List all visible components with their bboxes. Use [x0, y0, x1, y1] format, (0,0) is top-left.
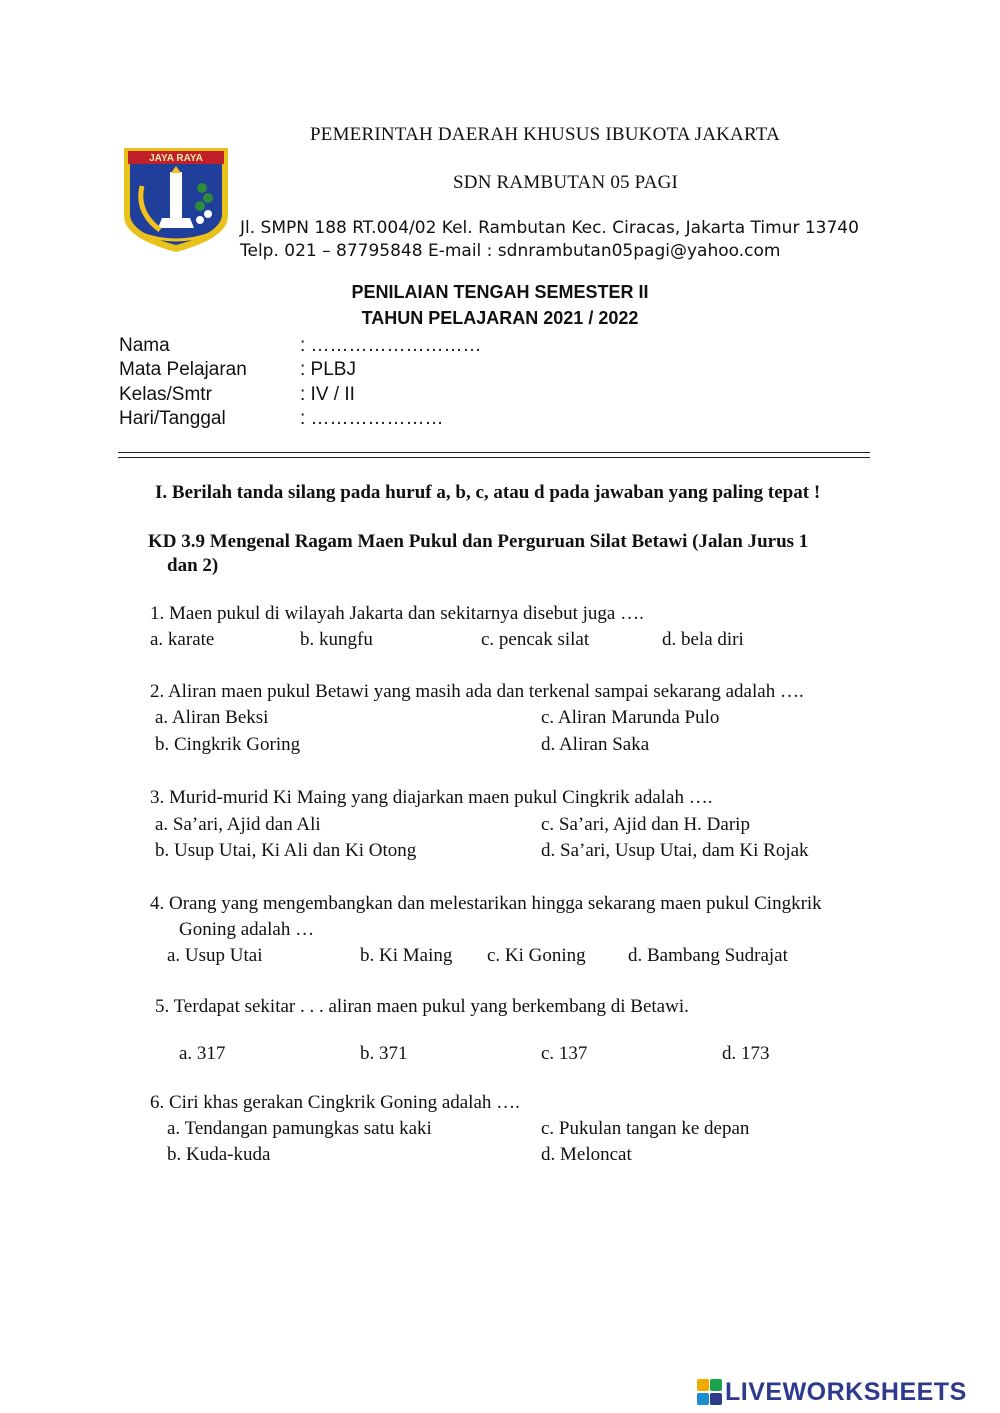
exam-title: PENILAIAN TENGAH SEMESTER II	[351, 282, 649, 302]
info-label-date: Hari/Tanggal	[119, 408, 226, 429]
government-heading: PEMERINTAH DAERAH KHUSUS IBUKOTA JAKARTA	[310, 124, 780, 145]
jakarta-emblem-logo	[120, 146, 232, 254]
q5-option-c[interactable]: c. 137	[541, 1043, 588, 1064]
school-name: SDN RAMBUTAN 05 PAGI	[453, 172, 679, 193]
liveworksheets-icon	[697, 1379, 723, 1407]
info-label-class: Kelas/Smtr	[119, 384, 212, 405]
q5-option-a[interactable]: a. 317	[179, 1043, 226, 1064]
liveworksheets-text: LIVEWORKSHEETS	[725, 1378, 967, 1406]
q3-option-d[interactable]: d. Sa’ari, Usup Utai, dam Ki Rojak	[541, 840, 809, 861]
q3-option-a[interactable]: a. Sa’ari, Ajid dan Ali	[155, 814, 321, 835]
q6-option-a[interactable]: a. Tendangan pamungkas satu kaki	[167, 1118, 432, 1139]
question-6: 6. Ciri khas gerakan Cingkrik Goning adalah ….	[150, 1092, 520, 1113]
q1-option-a[interactable]: a. karate	[150, 629, 215, 650]
q4-option-c[interactable]: c. Ki Goning	[487, 945, 586, 966]
info-label-subject: Mata Pelajaran	[119, 359, 247, 380]
info-value-name: : ………………………	[300, 335, 482, 356]
q4-option-d[interactable]: d. Bambang Sudrajat	[628, 945, 788, 966]
q6-option-b[interactable]: b. Kuda-kuda	[167, 1144, 271, 1165]
question-1: 1. Maen pukul di wilayah Jakarta dan sekitarnya disebut juga ….	[150, 603, 644, 624]
q6-option-d[interactable]: d. Meloncat	[541, 1144, 632, 1165]
logo-motto: JAYA RAYA	[149, 153, 203, 164]
kd-heading-line2: dan 2)	[167, 555, 219, 576]
question-3: 3. Murid-murid Ki Maing yang diajarkan maen pukul Cingkrik adalah ….	[150, 787, 713, 808]
question-4-continuation: Goning adalah …	[179, 919, 315, 940]
q3-option-b[interactable]: b. Usup Utai, Ki Ali dan Ki Otong	[155, 840, 417, 861]
q2-option-a[interactable]: a. Aliran Beksi	[155, 707, 269, 728]
school-address: Jl. SMPN 188 RT.004/02 Kel. Rambutan Kec. Ciracas, Jakarta Timur 13740	[240, 218, 859, 238]
q2-option-c[interactable]: c. Aliran Marunda Pulo	[541, 707, 720, 728]
divider-line-bottom	[118, 457, 870, 458]
q1-option-b[interactable]: b. kungfu	[300, 629, 373, 650]
info-label-name: Nama	[119, 335, 170, 356]
school-contact: Telp. 021 – 87795848 E-mail : sdnrambutan05pagi@yahoo.com	[240, 241, 781, 261]
divider-line-top	[118, 452, 870, 453]
instruction-text: I. Berilah tanda silang pada huruf a, b, c, atau d pada jawaban yang paling tepat !	[155, 482, 821, 503]
info-value-class: : IV / II	[300, 384, 355, 405]
q5-option-b[interactable]: b. 371	[360, 1043, 408, 1064]
q5-option-d[interactable]: d. 173	[722, 1043, 770, 1064]
info-value-subject: : PLBJ	[300, 359, 356, 380]
q4-option-a[interactable]: a. Usup Utai	[167, 945, 263, 966]
exam-year: TAHUN PELAJARAN 2021 / 2022	[361, 308, 639, 328]
q4-option-b[interactable]: b. Ki Maing	[360, 945, 453, 966]
q2-option-b[interactable]: b. Cingkrik Goring	[155, 734, 301, 755]
question-5: 5. Terdapat sekitar . . . aliran maen pukul yang berkembang di Betawi.	[155, 996, 689, 1017]
question-4: 4. Orang yang mengembangkan dan melestarikan hingga sekarang maen pukul Cingkrik	[150, 893, 822, 914]
q1-option-d[interactable]: d. bela diri	[662, 629, 744, 650]
question-2: 2. Aliran maen pukul Betawi yang masih ada dan terkenal sampai sekarang adalah ….	[150, 681, 804, 702]
kd-heading-line1: KD 3.9 Mengenal Ragam Maen Pukul dan Perguruan Silat Betawi (Jalan Jurus 1	[148, 531, 809, 552]
q2-option-d[interactable]: d. Aliran Saka	[541, 734, 650, 755]
q3-option-c[interactable]: c. Sa’ari, Ajid dan H. Darip	[541, 814, 750, 835]
q1-option-c[interactable]: c. pencak silat	[481, 629, 590, 650]
q6-option-c[interactable]: c. Pukulan tangan ke depan	[541, 1118, 750, 1139]
info-value-date: : …………………	[300, 408, 444, 429]
